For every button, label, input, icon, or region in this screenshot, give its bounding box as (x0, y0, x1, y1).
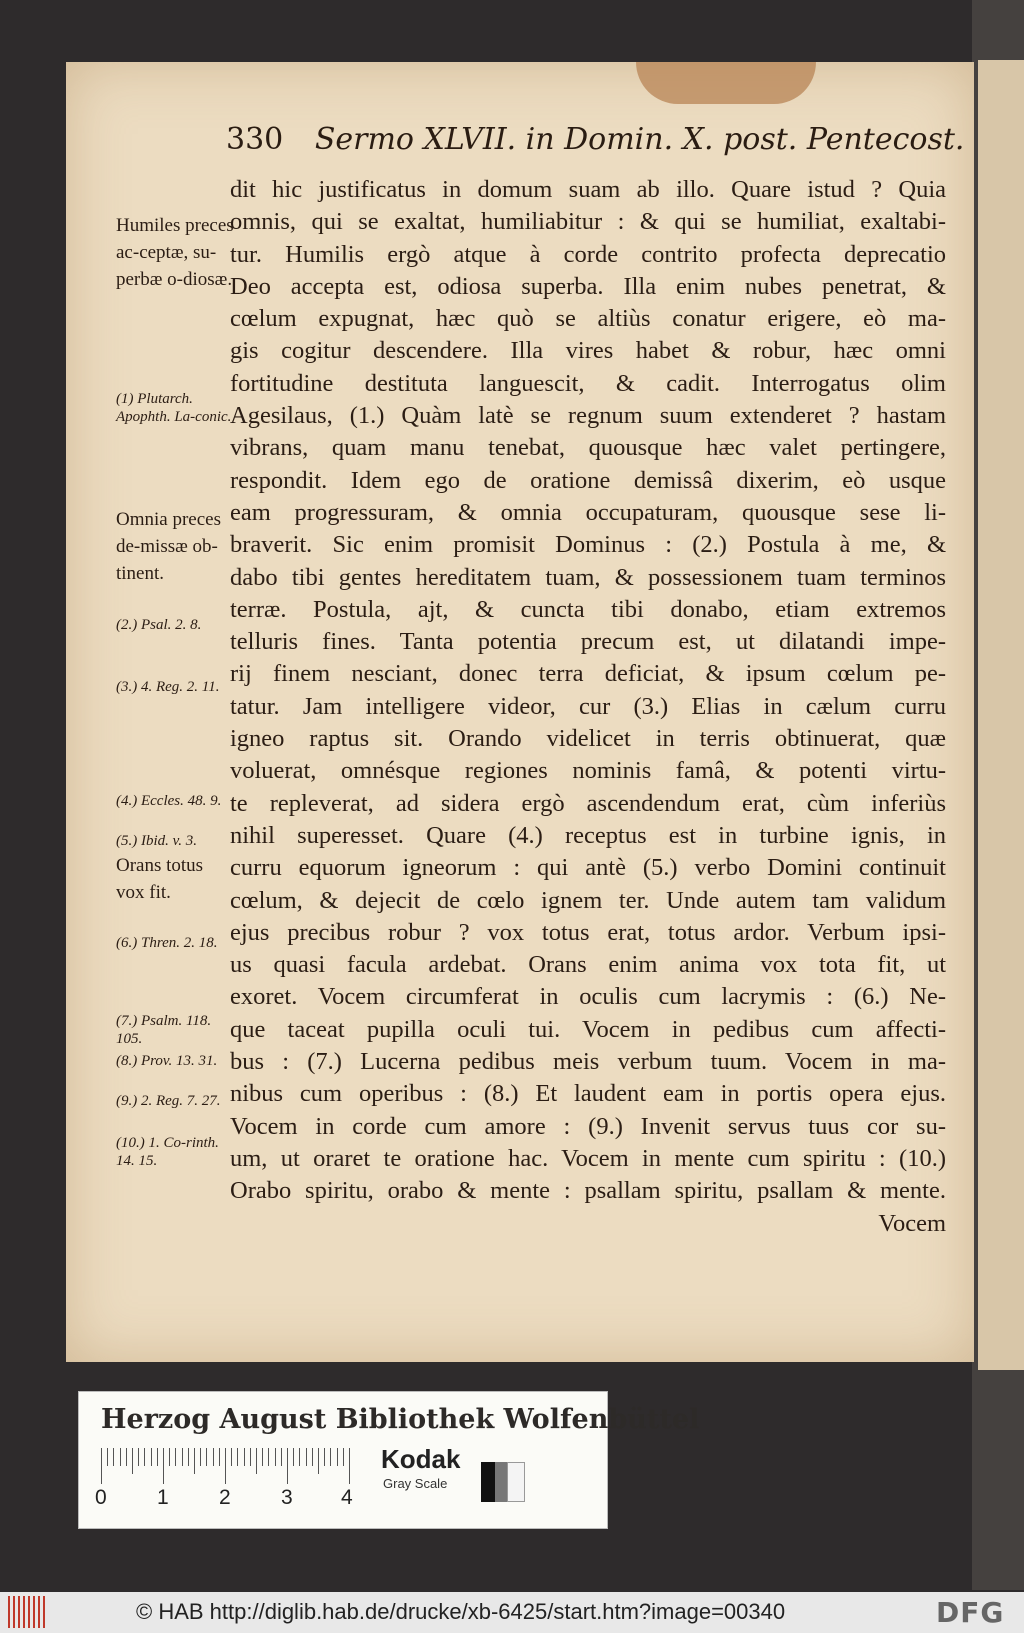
text-line: Deo accepta est, odiosa superba. Illa enim nubes penetrat, & (230, 272, 946, 300)
ruler-tick (113, 1448, 114, 1466)
gray-swatch-mid (495, 1462, 507, 1502)
scale-ruler (101, 1448, 355, 1484)
ruler-tick (237, 1448, 238, 1466)
text-line: tatur. Jam intelligere videor, cur (3.) Elias in cælum curru (230, 692, 946, 720)
text-line: gis cogitur descendere. Illa vires habet & robur, hæc omni (230, 337, 946, 365)
ruler-tick (250, 1448, 251, 1466)
ruler-tick (101, 1448, 102, 1484)
margin-note: (5.) Ibid. v. 3. (116, 833, 197, 849)
ruler-tick (120, 1448, 121, 1466)
margin-note: (10.) 1. Co-rinth. 14. 15. (116, 1135, 219, 1169)
ruler-tick (126, 1448, 127, 1466)
text-line: ejus precibus robur ? vox totus erat, totus ardor. Verbum ipsi- (230, 918, 946, 946)
text-line: fortitudine destituta languescit, & cadit. Interrogatus olim (230, 369, 946, 397)
text-line: Orabo spiritu, orabo & mente : psallam spiritu, psallam & mente. (230, 1177, 946, 1205)
ruler-label: 0 (95, 1486, 107, 1509)
ruler-tick (219, 1448, 220, 1466)
ruler-tick (200, 1448, 201, 1466)
facing-page-edge (978, 60, 1024, 1370)
text-line: Vocem (878, 1209, 946, 1237)
text-line: omnis, qui se exaltat, humiliabitur : & qui se humiliat, exaltabi- (230, 208, 946, 236)
ruler-tick (206, 1448, 207, 1466)
text-line: us quasi facula ardebat. Orans enim anima vox tota fit, ut (230, 951, 946, 979)
ruler-tick (293, 1448, 294, 1466)
barcode-icon (8, 1596, 48, 1628)
text-line: Agesilaus, (1.) Quàm latè se regnum suum extenderet ? hastam (230, 402, 946, 430)
copyright-url[interactable]: © HAB http://diglib.hab.de/drucke/xb-6425/start.htm?image=00340 (136, 1599, 786, 1624)
margin-note: (2.) Psal. 2. 8. (116, 617, 202, 633)
text-line: curru equorum igneorum : qui antè (5.) verbo Domini continuit (230, 854, 946, 882)
text-line: voluerat, omnésque regiones nominis famâ, & potenti virtu- (230, 757, 946, 785)
book-page (66, 62, 974, 1362)
text-line: telluris fines. Tanta potentia precum est, ut dilatandi impe- (230, 628, 946, 656)
ruler-tick (275, 1448, 276, 1466)
text-line: tur. Humilis ergò atque à corde contrito profecta deprecatio (230, 240, 946, 268)
ruler-tick (144, 1448, 145, 1466)
library-name: Herzog August Bibliothek Wolfenbüttel (101, 1404, 700, 1435)
ruler-tick (151, 1448, 152, 1466)
text-line: dabo tibi gentes hereditatem tuam, & possessionem tuam terminos (230, 563, 946, 591)
ruler-tick (213, 1448, 214, 1466)
ruler-label: 1 (157, 1486, 169, 1509)
kodak-logo: Kodak (381, 1444, 461, 1474)
ruler-tick (343, 1448, 344, 1466)
ruler-tick (318, 1448, 319, 1474)
page-stain (636, 62, 816, 104)
text-line: exoret. Vocem circumferat in oculis cum lacrymis : (6.) Ne- (230, 983, 946, 1011)
text-line: cœlum, & dejecit de cœlo ignem ter. Unde autem tam validum (230, 886, 946, 914)
margin-note: (7.) Psalm. 118. 105. (116, 1013, 212, 1047)
ruler-tick (268, 1448, 269, 1466)
margin-note: (4.) Eccles. 48. 9. (116, 793, 222, 809)
ruler-tick (169, 1448, 170, 1466)
margin-note: (3.) 4. Reg. 2. 11. (116, 679, 220, 695)
text-line: rij finem nesciant, donec terra deficiat, & ipsum cœlum pe- (230, 660, 946, 688)
margin-note: Orans totus vox fit. (116, 855, 204, 903)
ruler-tick (163, 1448, 164, 1484)
ruler-tick (175, 1448, 176, 1466)
ruler-tick (306, 1448, 307, 1466)
ruler-tick (299, 1448, 300, 1466)
text-line: vibrans, quam manu tenebat, quousque hæc valet pertingere, (230, 434, 946, 462)
ruler-label: 3 (281, 1486, 293, 1509)
ruler-tick (157, 1448, 158, 1466)
footer-bar (0, 1592, 1024, 1633)
text-line: te repleverat, ad sidera ergò ascendendum erat, cùm inferiùs (230, 789, 946, 817)
ruler-tick (244, 1448, 245, 1466)
ruler-tick (225, 1448, 226, 1484)
main-text (230, 174, 946, 1240)
ruler-tick (281, 1448, 282, 1466)
ruler-label: 2 (219, 1486, 231, 1509)
ruler-tick (138, 1448, 139, 1466)
ruler-tick (182, 1448, 183, 1466)
ruler-tick (349, 1448, 350, 1484)
text-line: dit hic justificatus in domum suam ab illo. Quare istud ? Quia (230, 176, 946, 203)
ruler-tick (107, 1448, 108, 1466)
running-header (226, 122, 964, 157)
text-line: bus : (7.) Lucerna pedibus meis verbum tuum. Vocem in ma- (230, 1048, 946, 1076)
ruler-tick (132, 1448, 133, 1474)
text-line: que taceat pupilla oculi tui. Vocem in pedibus cum affecti- (230, 1015, 946, 1043)
text-line: respondit. Idem ego de oratione demissâ dixerim, eò usque (230, 466, 946, 494)
text-line: terræ. Postula, ajt, & cuncta tibi donabo, etiam extremos (230, 595, 946, 623)
margin-note: (6.) Thren. 2. 18. (116, 935, 218, 951)
ruler-tick (256, 1448, 257, 1474)
margin-note: (8.) Prov. 13. 31. (116, 1053, 218, 1069)
gray-swatch-black (481, 1462, 495, 1502)
ruler-tick (194, 1448, 195, 1474)
gray-swatch-white (507, 1462, 525, 1502)
margin-note: Humiles preces ac-ceptæ, su-perbæ o-diosæ. (116, 215, 234, 290)
margin-note: (1) Plutarch. Apophth. La-conic. (116, 391, 232, 425)
ruler-tick (330, 1448, 331, 1466)
text-line: eam progressuram, & omnia occupaturam, quousque sese li- (230, 498, 946, 526)
text-line: nibus cum operibus : (8.) Et laudent eam in portis opera ejus. (230, 1080, 946, 1108)
margin-note: (9.) 2. Reg. 7. 27. (116, 1093, 221, 1109)
ruler-tick (324, 1448, 325, 1466)
text-line: Vocem in corde cum amore : (9.) Invenit servus tuus cor su- (230, 1112, 946, 1140)
ruler-label: 4 (341, 1486, 353, 1509)
color-calibration-card (78, 1391, 700, 1529)
ruler-tick (337, 1448, 338, 1466)
text-line: nihil superesset. Quare (4.) receptus est in turbine ignis, in (230, 821, 946, 849)
gray-scale-label: Gray Scale (383, 1476, 448, 1491)
ruler-tick (262, 1448, 263, 1466)
ruler-tick (188, 1448, 189, 1466)
margin-note: Omnia preces de-missæ ob-tinent. (116, 509, 221, 584)
dfg-logo: DFG (936, 1596, 1005, 1629)
page-number: 330 (226, 122, 284, 157)
text-line: cœlum expugnat, hæc quò se altiùs conatur erigere, eò ma- (230, 305, 946, 333)
text-line: braverit. Sic enim promisit Dominus : (2.) Postula à me, & (230, 531, 946, 559)
text-line: igneo raptus sit. Orando videlicet in terris obtinuerat, quæ (230, 725, 946, 753)
ruler-tick (231, 1448, 232, 1466)
ruler-tick (312, 1448, 313, 1466)
text-line: um, ut oraret te oratione hac. Vocem in mente cum spiritu : (10.) (230, 1144, 946, 1172)
running-head-title: Sermo XLVII. in Domin. X. post. Pentecost. (314, 122, 965, 157)
ruler-tick (287, 1448, 288, 1484)
